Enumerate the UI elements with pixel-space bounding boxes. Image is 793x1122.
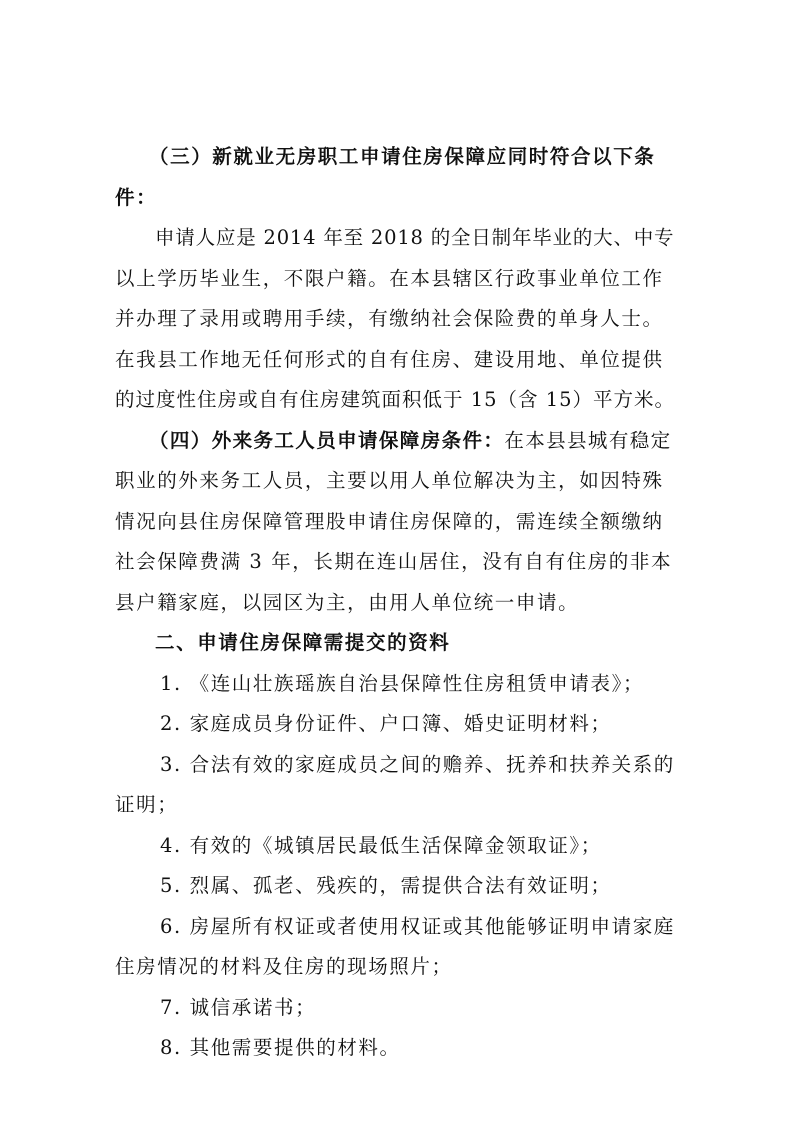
list-item: 5. 烈属、孤老、残疾的，需提供合法有效证明； (160, 874, 612, 897)
section3-body-line: 申请人应是 2014 年至 2018 的全日制年毕业的大、中专 (155, 226, 675, 249)
section3-body-line: 在我县工作地无任何形式的自有住房、建设用地、单位提供 (115, 347, 664, 371)
list-item: 6. 房屋所有权证或者使用权证或其他能够证明申请家庭 (160, 914, 675, 938)
list-item-continuation: 住房情况的材料及住房的现场照片； (115, 955, 453, 978)
section4-body-line: 情况向县住房保障管理股申请住房保障的，需连续全额缴纳 (115, 509, 664, 533)
list-item: 2. 家庭成员身份证件、户口簿、婚史证明材料； (160, 712, 612, 735)
list-item: 4. 有效的《城镇居民最低生活保障金领取证》； (160, 833, 602, 857)
list-item: 7. 诚信承诺书； (160, 995, 317, 1019)
list-item: 3. 合法有效的家庭成员之间的赡养、抚养和扶养关系的 (160, 752, 675, 776)
section3-body-line: 并办理了录用或聘用手续，有缴纳社会保险费的单身人士。 (115, 307, 664, 330)
list-item-continuation: 证明； (115, 793, 179, 816)
section4-body-line: 职业的外来务工人员，主要以用人单位解决为主，如因特殊 (115, 469, 664, 492)
section4-first-line (115, 421, 675, 462)
document-page (115, 137, 675, 1069)
section4-body-first: 在本县县城有稳定 (504, 428, 672, 452)
section4-body-line: 社会保障费满 3 年，长期在连山居住，没有自有住房的非本 (115, 550, 673, 573)
list-item: 8. 其他需要提供的材料。 (160, 1036, 401, 1059)
section3-body-line: 以上学历毕业生，不限户籍。在本县辖区行政事业单位工作 (115, 266, 664, 290)
list-item: 1. 《连山壮族瑶族自治县保障性住房租赁申请表》； (160, 671, 645, 695)
section3-body-line: 的过度性住房或自有住房建筑面积低于 15（含 15）平方米。 (115, 388, 676, 411)
section3-heading-line2: 件： (115, 185, 158, 209)
part2-heading: 二、申请住房保障需提交的资料 (155, 631, 451, 654)
section3-heading-line1: （三）新就业无房职工申请住房保障应同时符合以下条 (149, 145, 656, 168)
section4-heading: （四）外来务工人员申请保障房条件： (149, 428, 505, 452)
section4-body-line: 县户籍家庭，以园区为主，由用人单位统一申请。 (115, 590, 580, 614)
